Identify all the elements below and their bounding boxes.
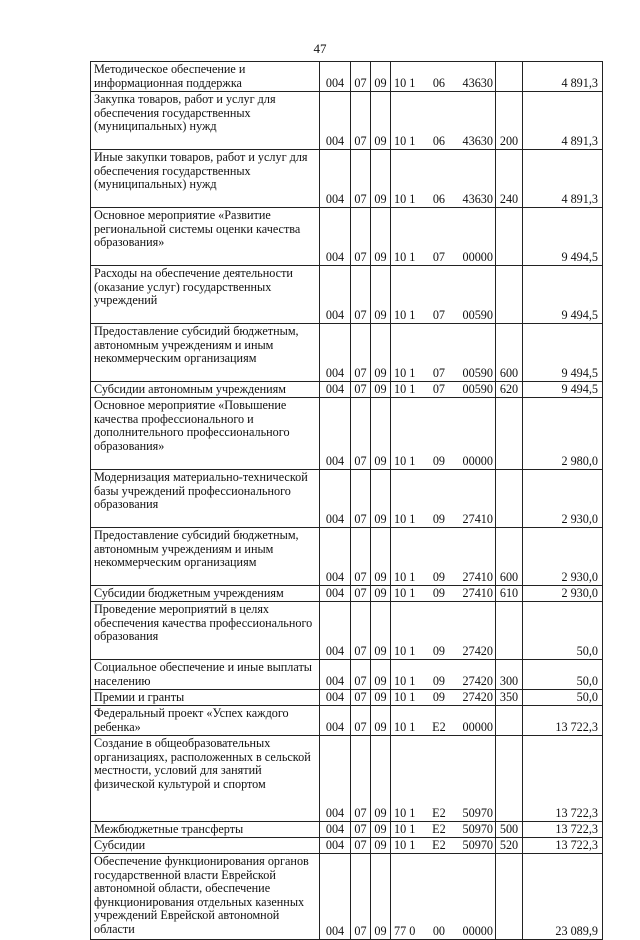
amount-cell: 50,0 (523, 690, 603, 706)
subsection-code-cell: 09 (371, 398, 391, 470)
target-article-direction: 00000 (462, 924, 493, 939)
grbs-code-cell: 004 (320, 398, 351, 470)
target-article-parts (394, 925, 493, 939)
target-article-direction: 50970 (462, 822, 493, 837)
target-article-parts (394, 135, 493, 149)
target-article-direction: 00590 (462, 382, 493, 397)
target-article-parts (394, 839, 493, 853)
grbs-code-cell: 004 (320, 602, 351, 660)
amount-cell: 9 494,5 (523, 324, 603, 382)
section-code-cell: 07 (351, 382, 371, 398)
subsection-code-cell: 09 (371, 266, 391, 324)
target-article-event: 07 (432, 382, 446, 397)
amount-cell: 2 980,0 (523, 398, 603, 470)
target-article-program: 10 1 (394, 512, 416, 527)
expense-type-cell: 200 (496, 92, 523, 150)
target-article-event: 06 (432, 76, 446, 91)
row-name-cell: Основное мероприятие «Повышение качества профессионального и дополнительного профессионального образования» (91, 398, 320, 470)
grbs-code-cell: 004 (320, 838, 351, 854)
section-code-cell: 07 (351, 690, 371, 706)
target-article-event: E2 (432, 720, 446, 735)
expense-type-cell (496, 854, 523, 940)
subsection-code-cell: 09 (371, 470, 391, 528)
target-article-event: 09 (432, 690, 446, 705)
target-article-cell (391, 736, 496, 822)
amount-cell: 13 722,3 (523, 706, 603, 736)
section-code-cell: 07 (351, 602, 371, 660)
amount-cell: 2 930,0 (523, 586, 603, 602)
target-article-cell (391, 660, 496, 690)
amount-cell: 9 494,5 (523, 382, 603, 398)
table-row (91, 324, 603, 382)
table-row (91, 62, 603, 92)
target-article-parts (394, 691, 493, 705)
target-article-cell (391, 62, 496, 92)
row-name-cell: Создание в общеобразовательных организациях, расположенных в сельской местности, условий для занятий физической культурой и спортом (91, 736, 320, 822)
target-article-event: 09 (432, 586, 446, 601)
section-code-cell: 07 (351, 62, 371, 92)
expense-type-cell: 240 (496, 150, 523, 208)
target-article-cell (391, 528, 496, 586)
row-name-cell: Методическое обеспечение и информационная поддержка (91, 62, 320, 92)
grbs-code-cell: 004 (320, 706, 351, 736)
row-name-cell: Расходы на обеспечение деятельности (оказание услуг) государственных учреждений (91, 266, 320, 324)
target-article-cell (391, 822, 496, 838)
table-row (91, 266, 603, 324)
target-article-program: 10 1 (394, 308, 416, 323)
target-article-program: 10 1 (394, 674, 416, 689)
grbs-code-cell: 004 (320, 470, 351, 528)
target-article-program: 10 1 (394, 644, 416, 659)
expense-type-cell (496, 706, 523, 736)
subsection-code-cell: 09 (371, 208, 391, 266)
target-article-cell (391, 706, 496, 736)
section-code-cell: 07 (351, 266, 371, 324)
section-code-cell: 07 (351, 528, 371, 586)
target-article-event: E2 (432, 822, 446, 837)
target-article-cell (391, 92, 496, 150)
expense-type-cell: 610 (496, 586, 523, 602)
target-article-event: 09 (432, 674, 446, 689)
target-article-parts (394, 675, 493, 689)
amount-cell: 4 891,3 (523, 150, 603, 208)
target-article-cell (391, 324, 496, 382)
target-article-parts (394, 309, 493, 323)
target-article-direction: 27420 (462, 690, 493, 705)
row-name-cell: Федеральный проект «Успех каждого ребенка» (91, 706, 320, 736)
subsection-code-cell: 09 (371, 150, 391, 208)
section-code-cell: 07 (351, 150, 371, 208)
row-name-cell: Социальное обеспечение и иные выплаты населению (91, 660, 320, 690)
amount-cell: 23 089,9 (523, 854, 603, 940)
grbs-code-cell: 004 (320, 92, 351, 150)
subsection-code-cell: 09 (371, 586, 391, 602)
grbs-code-cell: 004 (320, 208, 351, 266)
amount-cell: 13 722,3 (523, 822, 603, 838)
target-article-cell (391, 602, 496, 660)
target-article-program: 10 1 (394, 192, 416, 207)
target-article-cell (391, 690, 496, 706)
target-article-direction: 27410 (462, 512, 493, 527)
target-article-direction: 27410 (462, 586, 493, 601)
section-code-cell: 07 (351, 838, 371, 854)
amount-cell: 13 722,3 (523, 736, 603, 822)
expense-type-cell (496, 398, 523, 470)
table-row (91, 470, 603, 528)
row-name-cell: Модернизация материально-технической базы учреждений профессионального образования (91, 470, 320, 528)
subsection-code-cell: 09 (371, 528, 391, 586)
target-article-parts (394, 77, 493, 91)
section-code-cell: 07 (351, 398, 371, 470)
row-name-cell: Предоставление субсидий бюджетным, автономным учреждениям и иным некоммерческим организациям (91, 324, 320, 382)
subsection-code-cell: 09 (371, 736, 391, 822)
target-article-program: 10 1 (394, 366, 416, 381)
table-row (91, 92, 603, 150)
grbs-code-cell: 004 (320, 854, 351, 940)
target-article-program: 10 1 (394, 570, 416, 585)
section-code-cell: 07 (351, 324, 371, 382)
expense-type-cell: 620 (496, 382, 523, 398)
expense-type-cell (496, 266, 523, 324)
subsection-code-cell: 09 (371, 602, 391, 660)
row-name-cell: Предоставление субсидий бюджетным, автономным учреждениям и иным некоммерческим организациям (91, 528, 320, 586)
table-row (91, 660, 603, 690)
target-article-cell (391, 266, 496, 324)
table-row (91, 382, 603, 398)
subsection-code-cell: 09 (371, 690, 391, 706)
amount-cell: 4 891,3 (523, 62, 603, 92)
section-code-cell: 07 (351, 660, 371, 690)
target-article-event: 07 (432, 250, 446, 265)
table-row (91, 586, 603, 602)
target-article-cell (391, 838, 496, 854)
amount-cell: 4 891,3 (523, 92, 603, 150)
row-name-cell: Межбюджетные трансферты (91, 822, 320, 838)
table-row (91, 602, 603, 660)
amount-cell: 2 930,0 (523, 528, 603, 586)
target-article-parts (394, 455, 493, 469)
row-name-cell: Премии и гранты (91, 690, 320, 706)
amount-cell: 50,0 (523, 660, 603, 690)
table-row (91, 822, 603, 838)
target-article-direction: 43630 (462, 76, 493, 91)
grbs-code-cell: 004 (320, 690, 351, 706)
section-code-cell: 07 (351, 706, 371, 736)
grbs-code-cell: 004 (320, 382, 351, 398)
target-article-event: 09 (432, 570, 446, 585)
target-article-program: 10 1 (394, 806, 416, 821)
target-article-cell (391, 382, 496, 398)
grbs-code-cell: 004 (320, 822, 351, 838)
expense-type-cell: 520 (496, 838, 523, 854)
grbs-code-cell: 004 (320, 324, 351, 382)
target-article-parts (394, 823, 493, 837)
subsection-code-cell: 09 (371, 92, 391, 150)
subsection-code-cell: 09 (371, 822, 391, 838)
table-row (91, 528, 603, 586)
section-code-cell: 07 (351, 208, 371, 266)
row-name-cell: Субсидии (91, 838, 320, 854)
target-article-parts (394, 251, 493, 265)
amount-cell: 2 930,0 (523, 470, 603, 528)
target-article-cell (391, 470, 496, 528)
expense-type-cell: 600 (496, 324, 523, 382)
table-row (91, 150, 603, 208)
target-article-direction: 00000 (462, 454, 493, 469)
target-article-direction: 00590 (462, 366, 493, 381)
section-code-cell: 07 (351, 822, 371, 838)
section-code-cell: 07 (351, 586, 371, 602)
target-article-event: 00 (432, 924, 446, 939)
table-row (91, 690, 603, 706)
target-article-cell (391, 586, 496, 602)
table-row (91, 398, 603, 470)
target-article-cell (391, 398, 496, 470)
grbs-code-cell: 004 (320, 150, 351, 208)
section-code-cell: 07 (351, 854, 371, 940)
grbs-code-cell: 004 (320, 586, 351, 602)
target-article-program: 10 1 (394, 382, 416, 397)
target-article-direction: 00000 (462, 720, 493, 735)
target-article-program: 10 1 (394, 250, 416, 265)
section-code-cell: 07 (351, 470, 371, 528)
target-article-program: 10 1 (394, 720, 416, 735)
target-article-parts (394, 807, 493, 821)
target-article-program: 10 1 (394, 454, 416, 469)
target-article-program: 10 1 (394, 838, 416, 853)
expense-type-cell: 500 (496, 822, 523, 838)
target-article-program: 10 1 (394, 134, 416, 149)
grbs-code-cell: 004 (320, 660, 351, 690)
target-article-direction: 27420 (462, 644, 493, 659)
target-article-parts (394, 721, 493, 735)
target-article-direction: 50970 (462, 806, 493, 821)
target-article-direction: 27410 (462, 570, 493, 585)
subsection-code-cell: 09 (371, 838, 391, 854)
row-name-cell: Основное мероприятие «Развитие региональной системы оценки качества образования» (91, 208, 320, 266)
target-article-cell (391, 208, 496, 266)
target-article-event: 06 (432, 134, 446, 149)
target-article-cell (391, 150, 496, 208)
expense-type-cell (496, 208, 523, 266)
target-article-parts (394, 383, 493, 397)
target-article-program: 10 1 (394, 690, 416, 705)
amount-cell: 9 494,5 (523, 208, 603, 266)
target-article-parts (394, 513, 493, 527)
target-article-event: 09 (432, 454, 446, 469)
page-number: 47 (313, 41, 327, 56)
subsection-code-cell: 09 (371, 382, 391, 398)
subsection-code-cell: 09 (371, 706, 391, 736)
target-article-cell (391, 854, 496, 940)
expense-type-cell (496, 736, 523, 822)
target-article-direction: 27420 (462, 674, 493, 689)
target-article-parts (394, 645, 493, 659)
target-article-program: 77 0 (394, 924, 416, 939)
expense-type-cell: 350 (496, 690, 523, 706)
target-article-direction: 43630 (462, 192, 493, 207)
grbs-code-cell: 004 (320, 528, 351, 586)
row-name-cell: Субсидии бюджетным учреждениям (91, 586, 320, 602)
subsection-code-cell: 09 (371, 62, 391, 92)
section-code-cell: 07 (351, 736, 371, 822)
grbs-code-cell: 004 (320, 62, 351, 92)
grbs-code-cell: 004 (320, 736, 351, 822)
amount-cell: 9 494,5 (523, 266, 603, 324)
target-article-direction: 43630 (462, 134, 493, 149)
subsection-code-cell: 09 (371, 854, 391, 940)
target-article-parts (394, 587, 493, 601)
row-name-cell: Иные закупки товаров, работ и услуг для обеспечения государственных (муниципальных) нужд (91, 150, 320, 208)
grbs-code-cell: 004 (320, 266, 351, 324)
target-article-parts (394, 571, 493, 585)
target-article-event: 09 (432, 644, 446, 659)
target-article-event: E2 (432, 806, 446, 821)
amount-cell: 13 722,3 (523, 838, 603, 854)
table-row (91, 736, 603, 822)
target-article-event: E2 (432, 838, 446, 853)
subsection-code-cell: 09 (371, 324, 391, 382)
target-article-event: 07 (432, 366, 446, 381)
expense-type-cell (496, 62, 523, 92)
target-article-program: 10 1 (394, 76, 416, 91)
section-code-cell: 07 (351, 92, 371, 150)
amount-cell: 50,0 (523, 602, 603, 660)
target-article-program: 10 1 (394, 586, 416, 601)
target-article-parts (394, 367, 493, 381)
expense-type-cell: 300 (496, 660, 523, 690)
target-article-direction: 50970 (462, 838, 493, 853)
row-name-cell: Обеспечение функционирования органов государственной власти Еврейской автономной области, обеспечение функционирования отдельных казенных учреждений Еврейской автономной области (91, 854, 320, 940)
row-name-cell: Проведение мероприятий в целях обеспечения качества профессионального образования (91, 602, 320, 660)
target-article-event: 06 (432, 192, 446, 207)
table-row (91, 854, 603, 940)
row-name-cell: Закупка товаров, работ и услуг для обеспечения государственных (муниципальных) нужд (91, 92, 320, 150)
budget-table (90, 61, 603, 940)
target-article-event: 07 (432, 308, 446, 323)
expense-type-cell: 600 (496, 528, 523, 586)
target-article-program: 10 1 (394, 822, 416, 837)
subsection-code-cell: 09 (371, 660, 391, 690)
target-article-parts (394, 193, 493, 207)
expense-type-cell (496, 602, 523, 660)
table-row (91, 838, 603, 854)
target-article-direction: 00000 (462, 250, 493, 265)
table-row (91, 706, 603, 736)
target-article-event: 09 (432, 512, 446, 527)
expense-type-cell (496, 470, 523, 528)
target-article-direction: 00590 (462, 308, 493, 323)
table-row (91, 208, 603, 266)
row-name-cell: Субсидии автономным учреждениям (91, 382, 320, 398)
